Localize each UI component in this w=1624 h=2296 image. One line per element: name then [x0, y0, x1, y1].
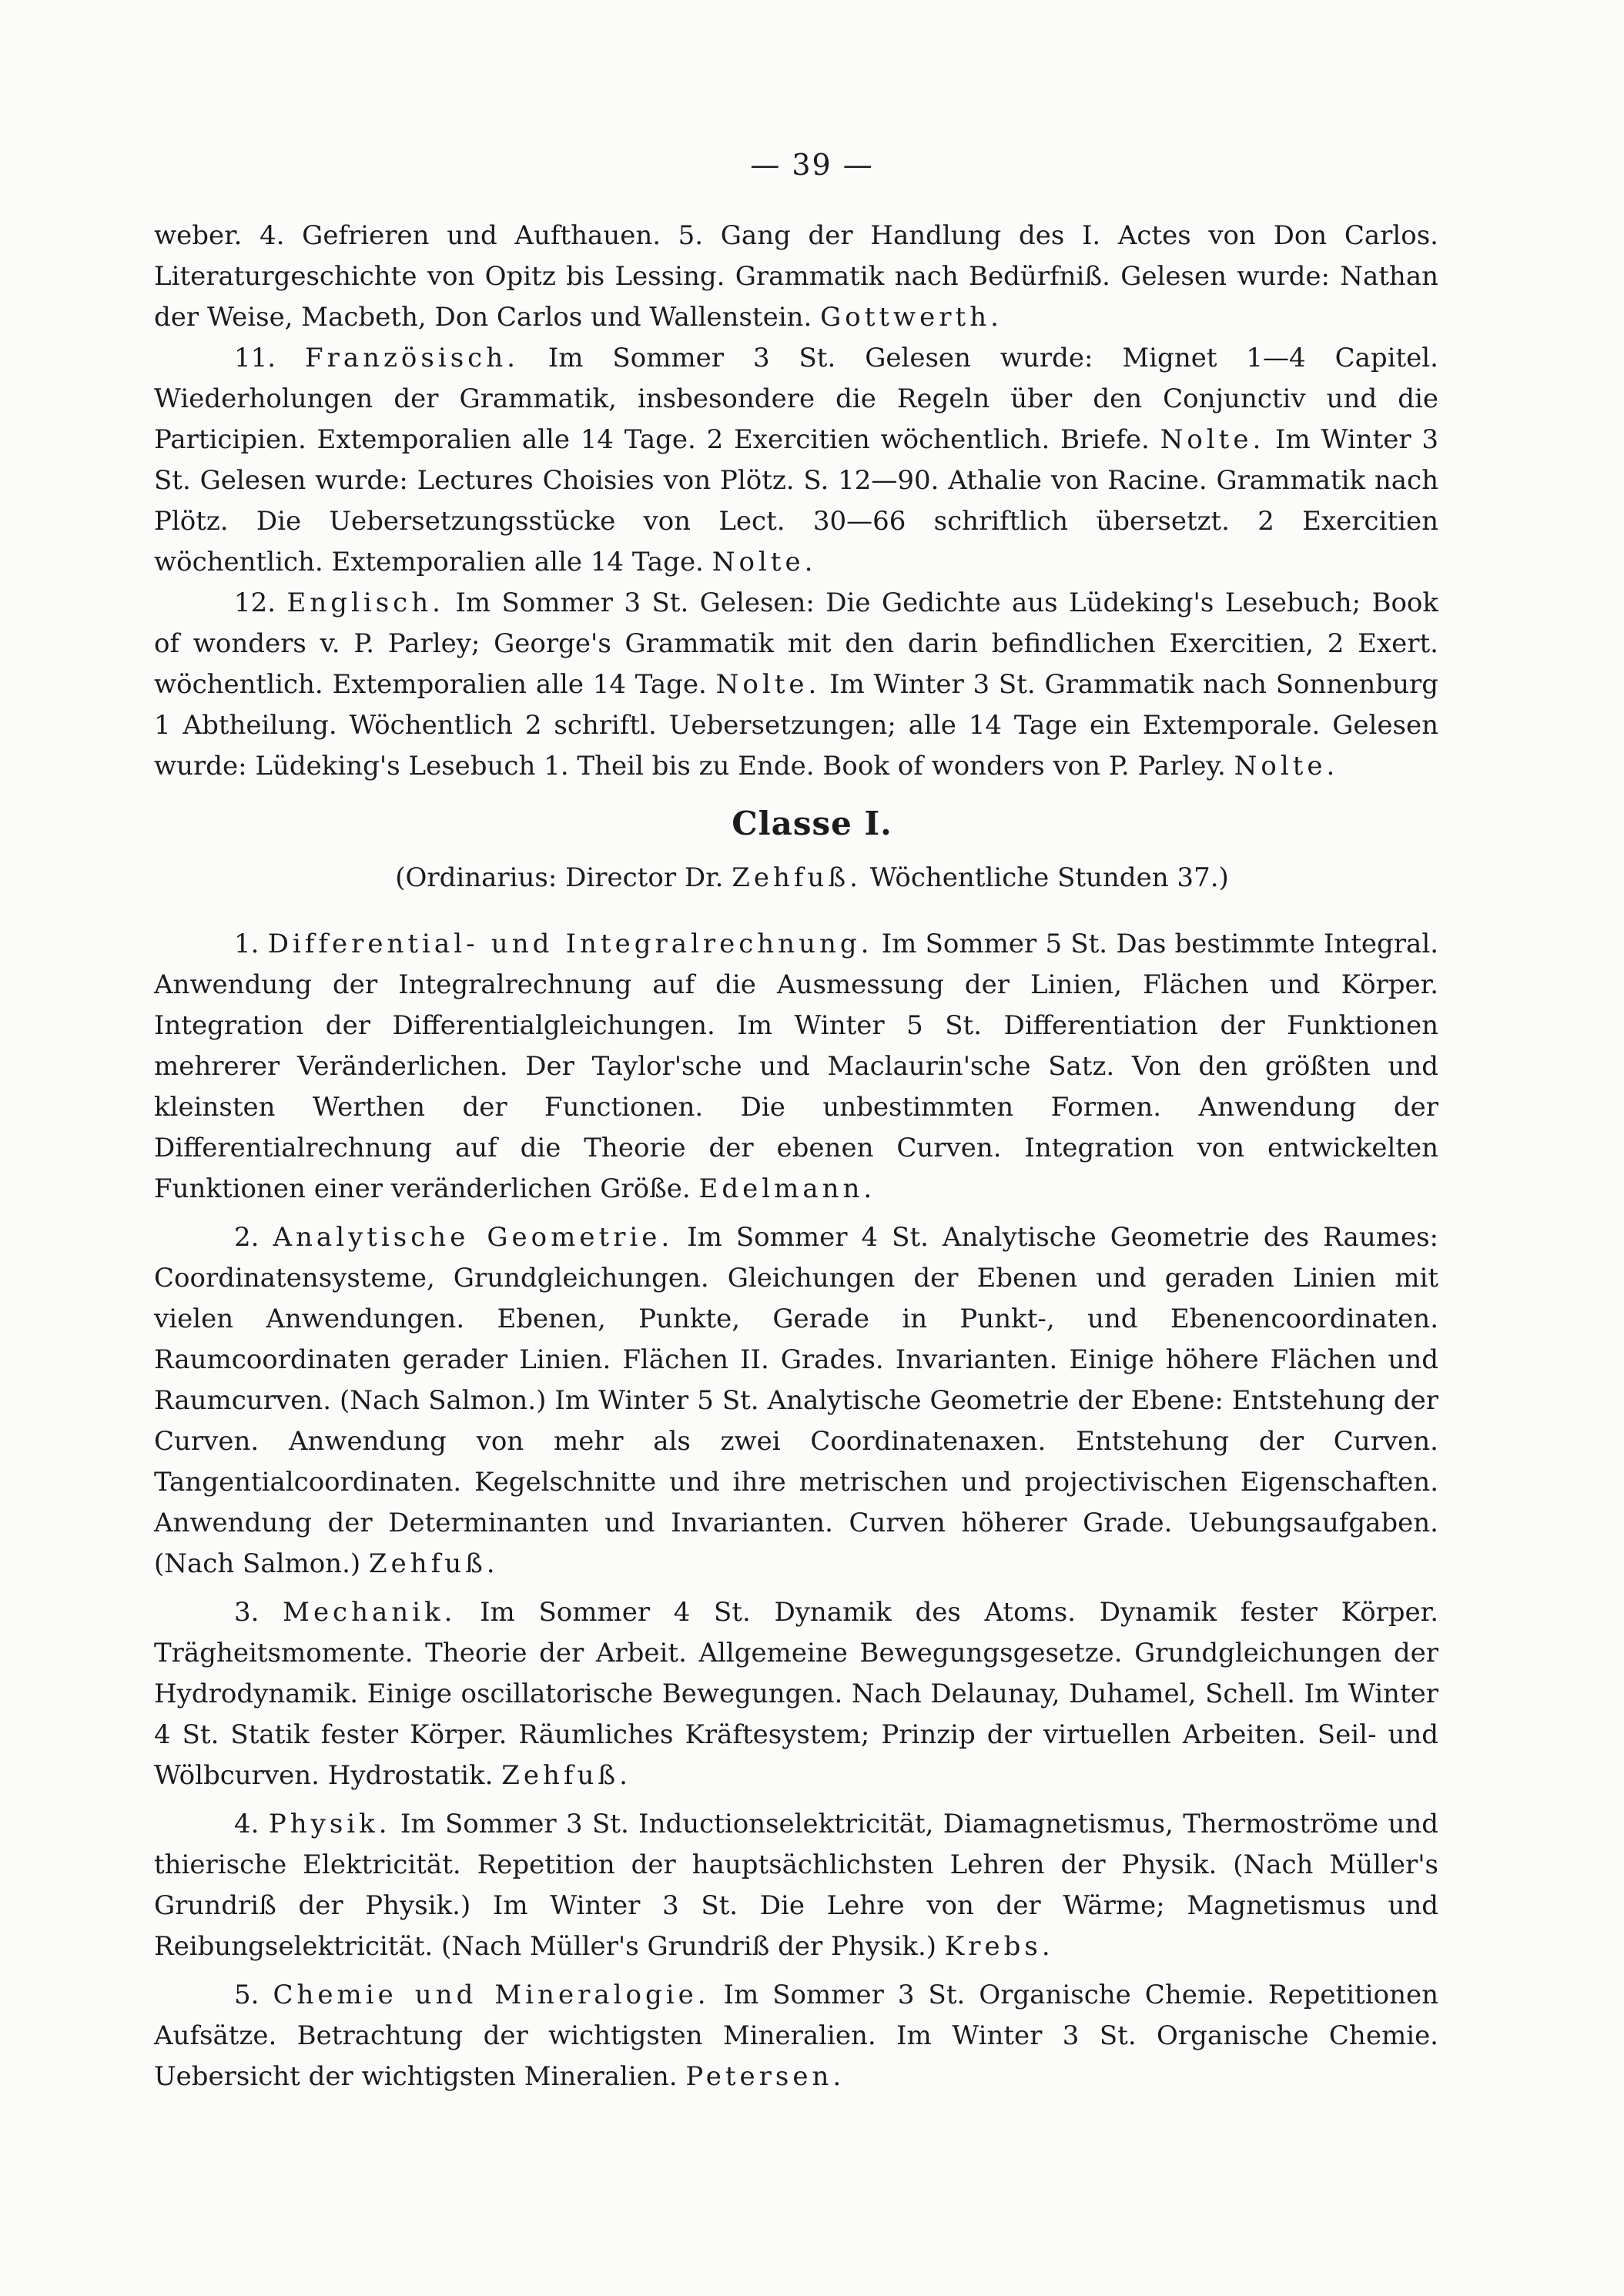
ordinarius-label: (Ordinarius: Director Dr.: [395, 862, 724, 893]
section-physics: [154, 1804, 1438, 1967]
section-mechanics: [154, 1592, 1438, 1796]
subject-title: Französisch.: [305, 343, 519, 373]
paragraph-english: [154, 583, 1438, 787]
teacher-name: Zehfuß.: [368, 1548, 499, 1579]
weekly-hours: Wöchentliche Stunden 37.): [869, 862, 1229, 893]
section-chemistry: [154, 1975, 1438, 2097]
paragraph-text: Im Sommer 3 St. Gelesen wurde: Mignet 1—4 Capitel. Wiederholungen der Grammatik, insbesondere die Regeln über den Conjunctiv und die Participien. Extemporalien alle 14 Tage. 2 Exercitien wöchentlich. Briefe.: [154, 343, 1438, 455]
page-number: — 39 —: [750, 148, 874, 182]
paragraph-literature: [154, 216, 1438, 338]
paragraph-text: weber. 4. Gefrieren und Aufthauen. 5. Gang der Handlung des I. Actes von Don Carlos. Literaturgeschichte von Opitz bis Lessing. Grammatik nach Bedürfniß. Gelesen wurde: Nathan der Weise, Macbeth, Don Carlos und Wallenstein.: [154, 220, 1438, 333]
intro-block: [154, 216, 1438, 787]
section-calculus: [154, 924, 1438, 1210]
teacher-name: Nolte.: [715, 669, 821, 700]
subject-title: Analytische Geometrie.: [273, 1222, 674, 1253]
teacher-name: Petersen.: [685, 2061, 845, 2092]
paragraph-number: 11.: [234, 343, 276, 373]
ordinarius-name: Zehfuß.: [732, 862, 862, 893]
subject-title: Chemie und Mineralogie.: [273, 1980, 710, 2010]
paragraph-text: Im Sommer 3 St. Gelesen: Die Gedichte aus Lüdeking's Lesebuch; Book of wonders v. P. Parley; George's Grammatik mit den darin befindlichen Exercitien, 2 Exert. wöchentlich. Extemporalien alle 14 Tage.: [154, 587, 1439, 700]
section-text: Im Sommer 4 St. Analytische Geometrie des Raumes: Coordinatensysteme, Grundgleichungen. Gleichungen der Ebenen und geraden Linien mit vielen Anwendungen. Ebenen, Punkte, Gerade in Punkt-, und Ebenencoordinaten. Raumcoordinaten gerader Linien. Flächen II. Grades. Invarianten. Einige höhere Flächen und Raumcurven. (Nach Salmon.) Im Winter 5 St. Analytische Geometrie der Ebene: Entstehung der Curven. Anwendung von mehr als zwei Coordinatenaxen. Entstehung der Curven. Tangentialcoordinaten. Kegelschnitte und ihre metrischen und projectivischen Eigenschaften. Anwendung der Determinanten und Invarianten. Curven höherer Grade. Uebungsaufgaben. (Nach Salmon.): [154, 1222, 1438, 1579]
teacher-name: Nolte.: [1160, 424, 1265, 455]
paragraph-text: Im Winter 3 St. Gelesen wurde: Lectures Choisies von Plötz. S. 12—90. Athalie von Racine. Grammatik nach Plötz. Die Uebersetzungsstücke von Lect. 30—66 schriftlich übersetzt. 2 Exercitien wöchentlich. Extemporalien alle 14 Tage.: [154, 424, 1439, 577]
teacher-name: Edelmann.: [698, 1173, 876, 1204]
section-geometry: [154, 1217, 1438, 1585]
class-sections: [154, 924, 1438, 2097]
class-heading: Classe I.: [732, 805, 892, 842]
teacher-name: Krebs.: [944, 1931, 1054, 1962]
teacher-name: Zehfuß.: [501, 1760, 631, 1791]
section-number: 1.: [234, 929, 260, 959]
class-ordinarius: [0, 862, 1624, 893]
paragraph-french: [154, 338, 1438, 583]
section-number: 4.: [234, 1809, 260, 1839]
section-text: Im Sommer 3 St. Organische Chemie. Repetitionen Aufsätze. Betrachtung der wichtigsten Mineralien. Im Winter 3 St. Organische Chemie. Uebersicht der wichtigsten Mineralien.: [154, 1980, 1438, 2092]
subject-title: Physik.: [268, 1809, 391, 1839]
section-text: Im Sommer 4 St. Dynamik des Atoms. Dynamik fester Körper. Trägheitsmomente. Theorie der Arbeit. Allgemeine Bewegungsgesetze. Grundgleichungen der Hydrodynamik. Einige oscillatorische Bewegungen. Nach Delaunay, Duhamel, Schell. Im Winter 4 St. Statik fester Körper. Räumliches Kräftesystem; Prinzip der virtuellen Arbeiten. Seil- und Wölbcurven. Hydrostatik.: [154, 1597, 1439, 1791]
section-number: 2.: [234, 1222, 260, 1253]
subject-title: Mechanik.: [283, 1597, 457, 1628]
section-number: 3.: [234, 1597, 260, 1628]
section-text: Im Sommer 5 St. Das bestimmte Integral. Anwendung der Integralrechnung auf die Ausmessung der Linien, Flächen und Körper. Integration der Differentialgleichungen. Im Winter 5 St. Differentiation der Funktionen mehrerer Veränderlichen. Der Taylor'sche und Maclaurin'sche Satz. Von den größten und kleinsten Werthen der Functionen. Die unbestimmten Formen. Anwendung der Differentialrechnung auf die Theorie der ebenen Curven. Integration von entwickelten Funktionen einer veränderlichen Größe.: [154, 929, 1438, 1204]
teacher-name: Nolte.: [712, 547, 817, 577]
teacher-name: Nolte.: [1234, 751, 1339, 782]
section-text: Im Sommer 3 St. Inductionselektricität, Diamagnetismus, Thermoströme und thierische Elektricität. Repetition der hauptsächlichsten Lehren der Physik. (Nach Müller's Grundriß der Physik.) Im Winter 3 St. Die Lehre von der Wärme; Magnetismus und Reibungselektricität. (Nach Müller's Grundriß der Physik.): [154, 1809, 1439, 1962]
section-number: 5.: [234, 1980, 260, 2010]
paragraph-text: Im Winter 3 St. Grammatik nach Sonnenburg 1 Abtheilung. Wöchentlich 2 schriftl. Uebersetzungen; alle 14 Tage ein Extemporale. Gelesen wurde: Lüdeking's Lesebuch 1. Theil bis zu Ende. Book of wonders von P. Parley.: [154, 669, 1438, 782]
teacher-name: Gottwerth.: [820, 302, 1003, 333]
subject-title: Englisch.: [286, 587, 444, 618]
paragraph-number: 12.: [234, 587, 276, 618]
subject-title: Differential- und Integralrechnung.: [267, 929, 873, 959]
